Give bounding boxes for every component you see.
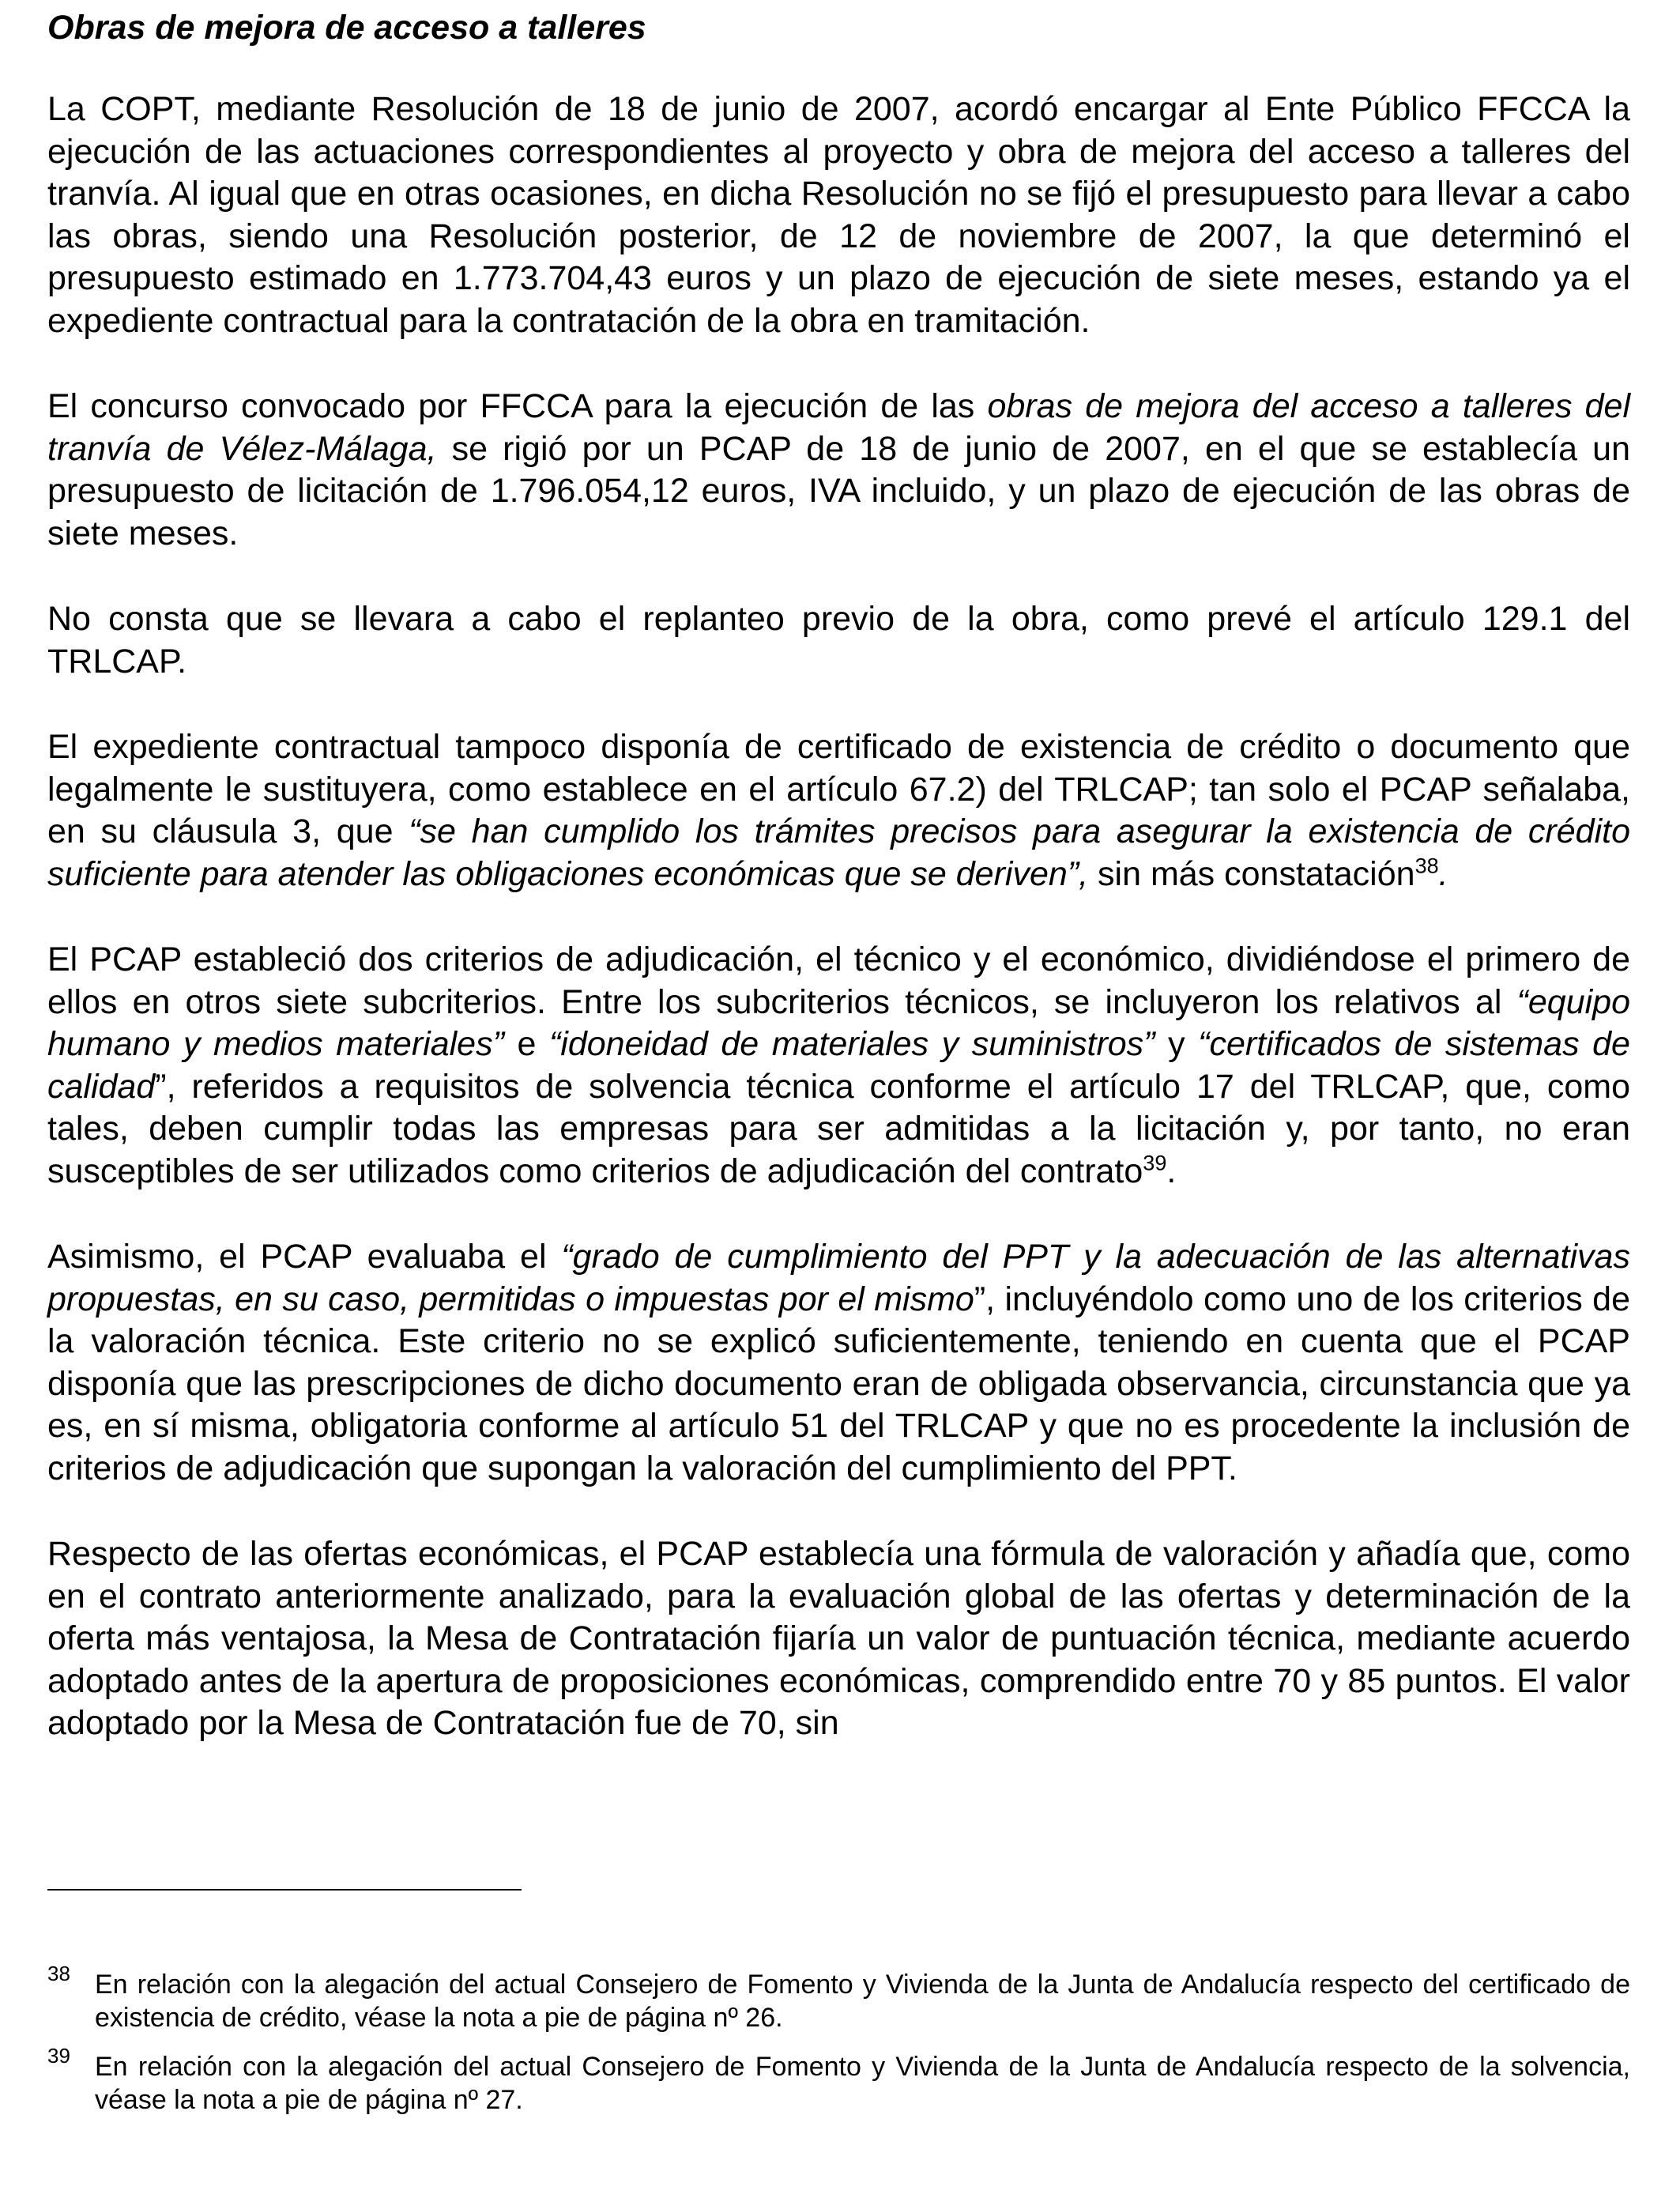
paragraph-7: Respecto de las ofertas económicas, el PCAP establecía una fórmula de valoración y añadía que, como en el contrato anteriormente analizado, para la evaluación global de las ofertas y determinación de la oferta más ventajosa, la Mesa de Contratación fijaría un valor de puntuación técnica, mediante acuerdo adoptado antes de la apertura de proposiciones económicas, comprendido entre 70 y 85 puntos. El valor adoptado por la Mesa de Contratación fue de 70, sin — [47, 1535, 1630, 1742]
body-text — [47, 89, 1630, 1745]
paragraph-6-text: ”, incluyéndolo como uno de los criterios de la valoración técnica. Este criterio no se explicó suficientemente, teniendo en cuenta que el PCAP disponía que las prescripciones de dicho documento eran de obligada observancia, circunstancia que ya es, en sí misma, obligatoria conforme al artículo 51 del TRLCAP y que no es procedente la inclusión de criterios de adjudicación que supongan la valoración del cumplimiento del PPT. — [47, 1280, 1630, 1487]
paragraph-5-text: ”, referidos a requisitos de solvencia técnica conforme el artículo 17 del TRLCAP, que, como tales, deben cumplir todas las empresas para ser admitidas a la licitación y, por tanto, no eran susceptibles de ser utilizados como criterios de adjudicación del contrato — [47, 1067, 1630, 1190]
paragraph-5-quote: “idoneidad de materiales y suministros” — [548, 1025, 1155, 1063]
section-heading: Obras de mejora de acceso a talleres — [47, 9, 646, 47]
paragraph-2-text: El concurso convocado por FFCCA para la ejecución de las — [47, 387, 988, 425]
paragraph-4-quote: “se han cumplido los trámites precisos para asegurar la existencia de crédito suficiente para atender las obligaciones económicas que se deriven”, — [47, 812, 1630, 893]
paragraph-4 — [47, 726, 1630, 895]
footnote-ref-38[interactable]: 38 — [1414, 854, 1439, 878]
footnote-38 — [47, 1962, 1630, 2034]
paragraph-5-text: El PCAP estableció dos criterios de adjudicación, el técnico y el económico, dividiéndose el primero de ellos en otros siete subcriterios. Entre los subcriterios técnicos, se incluyeron los relativos al — [47, 941, 1630, 1021]
paragraph-6-text: Asimismo, el PCAP evaluaba el — [47, 1238, 562, 1276]
footnote-text: En relación con la alegación del actual Consejero de Fomento y Vivienda de la Junta de Andalucía respecto de la solvencia, véase la nota a pie de página nº 27. — [95, 2052, 1630, 2115]
paragraph-1: La COPT, mediante Resolución de 18 de junio de 2007, acordó encargar al Ente Público FFCCA la ejecución de las actuaciones correspondientes al proyecto y obra de mejora del acceso a talleres del tranvía. Al igual que en otras ocasiones, en dicha Resolución no se fijó el presupuesto para llevar a cabo las obras, siendo una Resolución posterior, de 12 de noviembre de 2007, la que determinó el presupuesto estimado en 1.773.704,43 euros y un plazo de ejecución de siete meses, estando ya el expediente contractual para la contratación de la obra en tramitación. — [47, 90, 1630, 340]
paragraph-5-quote: “equipo humano y medios materiales” — [47, 982, 1630, 1063]
footnote-ref-39[interactable]: 39 — [1143, 1151, 1167, 1175]
paragraph-5 — [47, 939, 1630, 1193]
footnote-39 — [47, 2044, 1630, 2117]
paragraph-2-italic: obras de mejora del acceso a talleres del tranvía de Vélez-Málaga, — [47, 387, 1630, 468]
paragraph-4-text: . — [1438, 854, 1448, 893]
footnote-number: 38 — [47, 1962, 70, 1985]
footnote-text: En relación con la alegación del actual Consejero de Fomento y Vivienda de la Junta de Andalucía respecto del certificado de existencia de crédito, véase la nota a pie de página nº 26. — [95, 1970, 1630, 2033]
paragraph-6-quote: “grado de cumplimiento del PPT y la adecuación de las alternativas propuestas, en su caso, permitidas o impuestas por el mismo — [47, 1238, 1630, 1318]
paragraph-2 — [47, 386, 1630, 555]
paragraph-5-quote: “certificados de sistemas de calidad — [47, 1025, 1630, 1106]
paragraph-5-text: . — [1166, 1152, 1177, 1190]
paragraph-2-text: se rigió por un PCAP de 18 de junio de 2007, en el que se establecía un presupuesto de licitación de 1.796.054,12 euros, IVA incluido, y un plazo de ejecución de las obras de siete meses. — [47, 429, 1630, 552]
footnotes — [47, 1962, 1630, 2132]
footnote-number: 39 — [47, 2044, 70, 2068]
paragraph-6 — [47, 1236, 1630, 1490]
paragraph-5-text: y — [1155, 1025, 1199, 1063]
paragraph-4-text: sin más constatación — [1088, 854, 1415, 893]
paragraph-5-text: e — [503, 1025, 549, 1063]
footnote-divider — [47, 1889, 522, 1891]
paragraph-4-text: El expediente contractual tampoco disponía de certificado de existencia de crédito o documento que legalmente le sustituyera, como establece en el artículo 67.2) del TRLCAP; tan solo el PCAP señalaba, en su cláusula 3, que — [47, 728, 1630, 850]
paragraph-3: No consta que se llevara a cabo el replanteo previo de la obra, como prevé el artículo 129.1 del TRLCAP. — [47, 600, 1630, 680]
